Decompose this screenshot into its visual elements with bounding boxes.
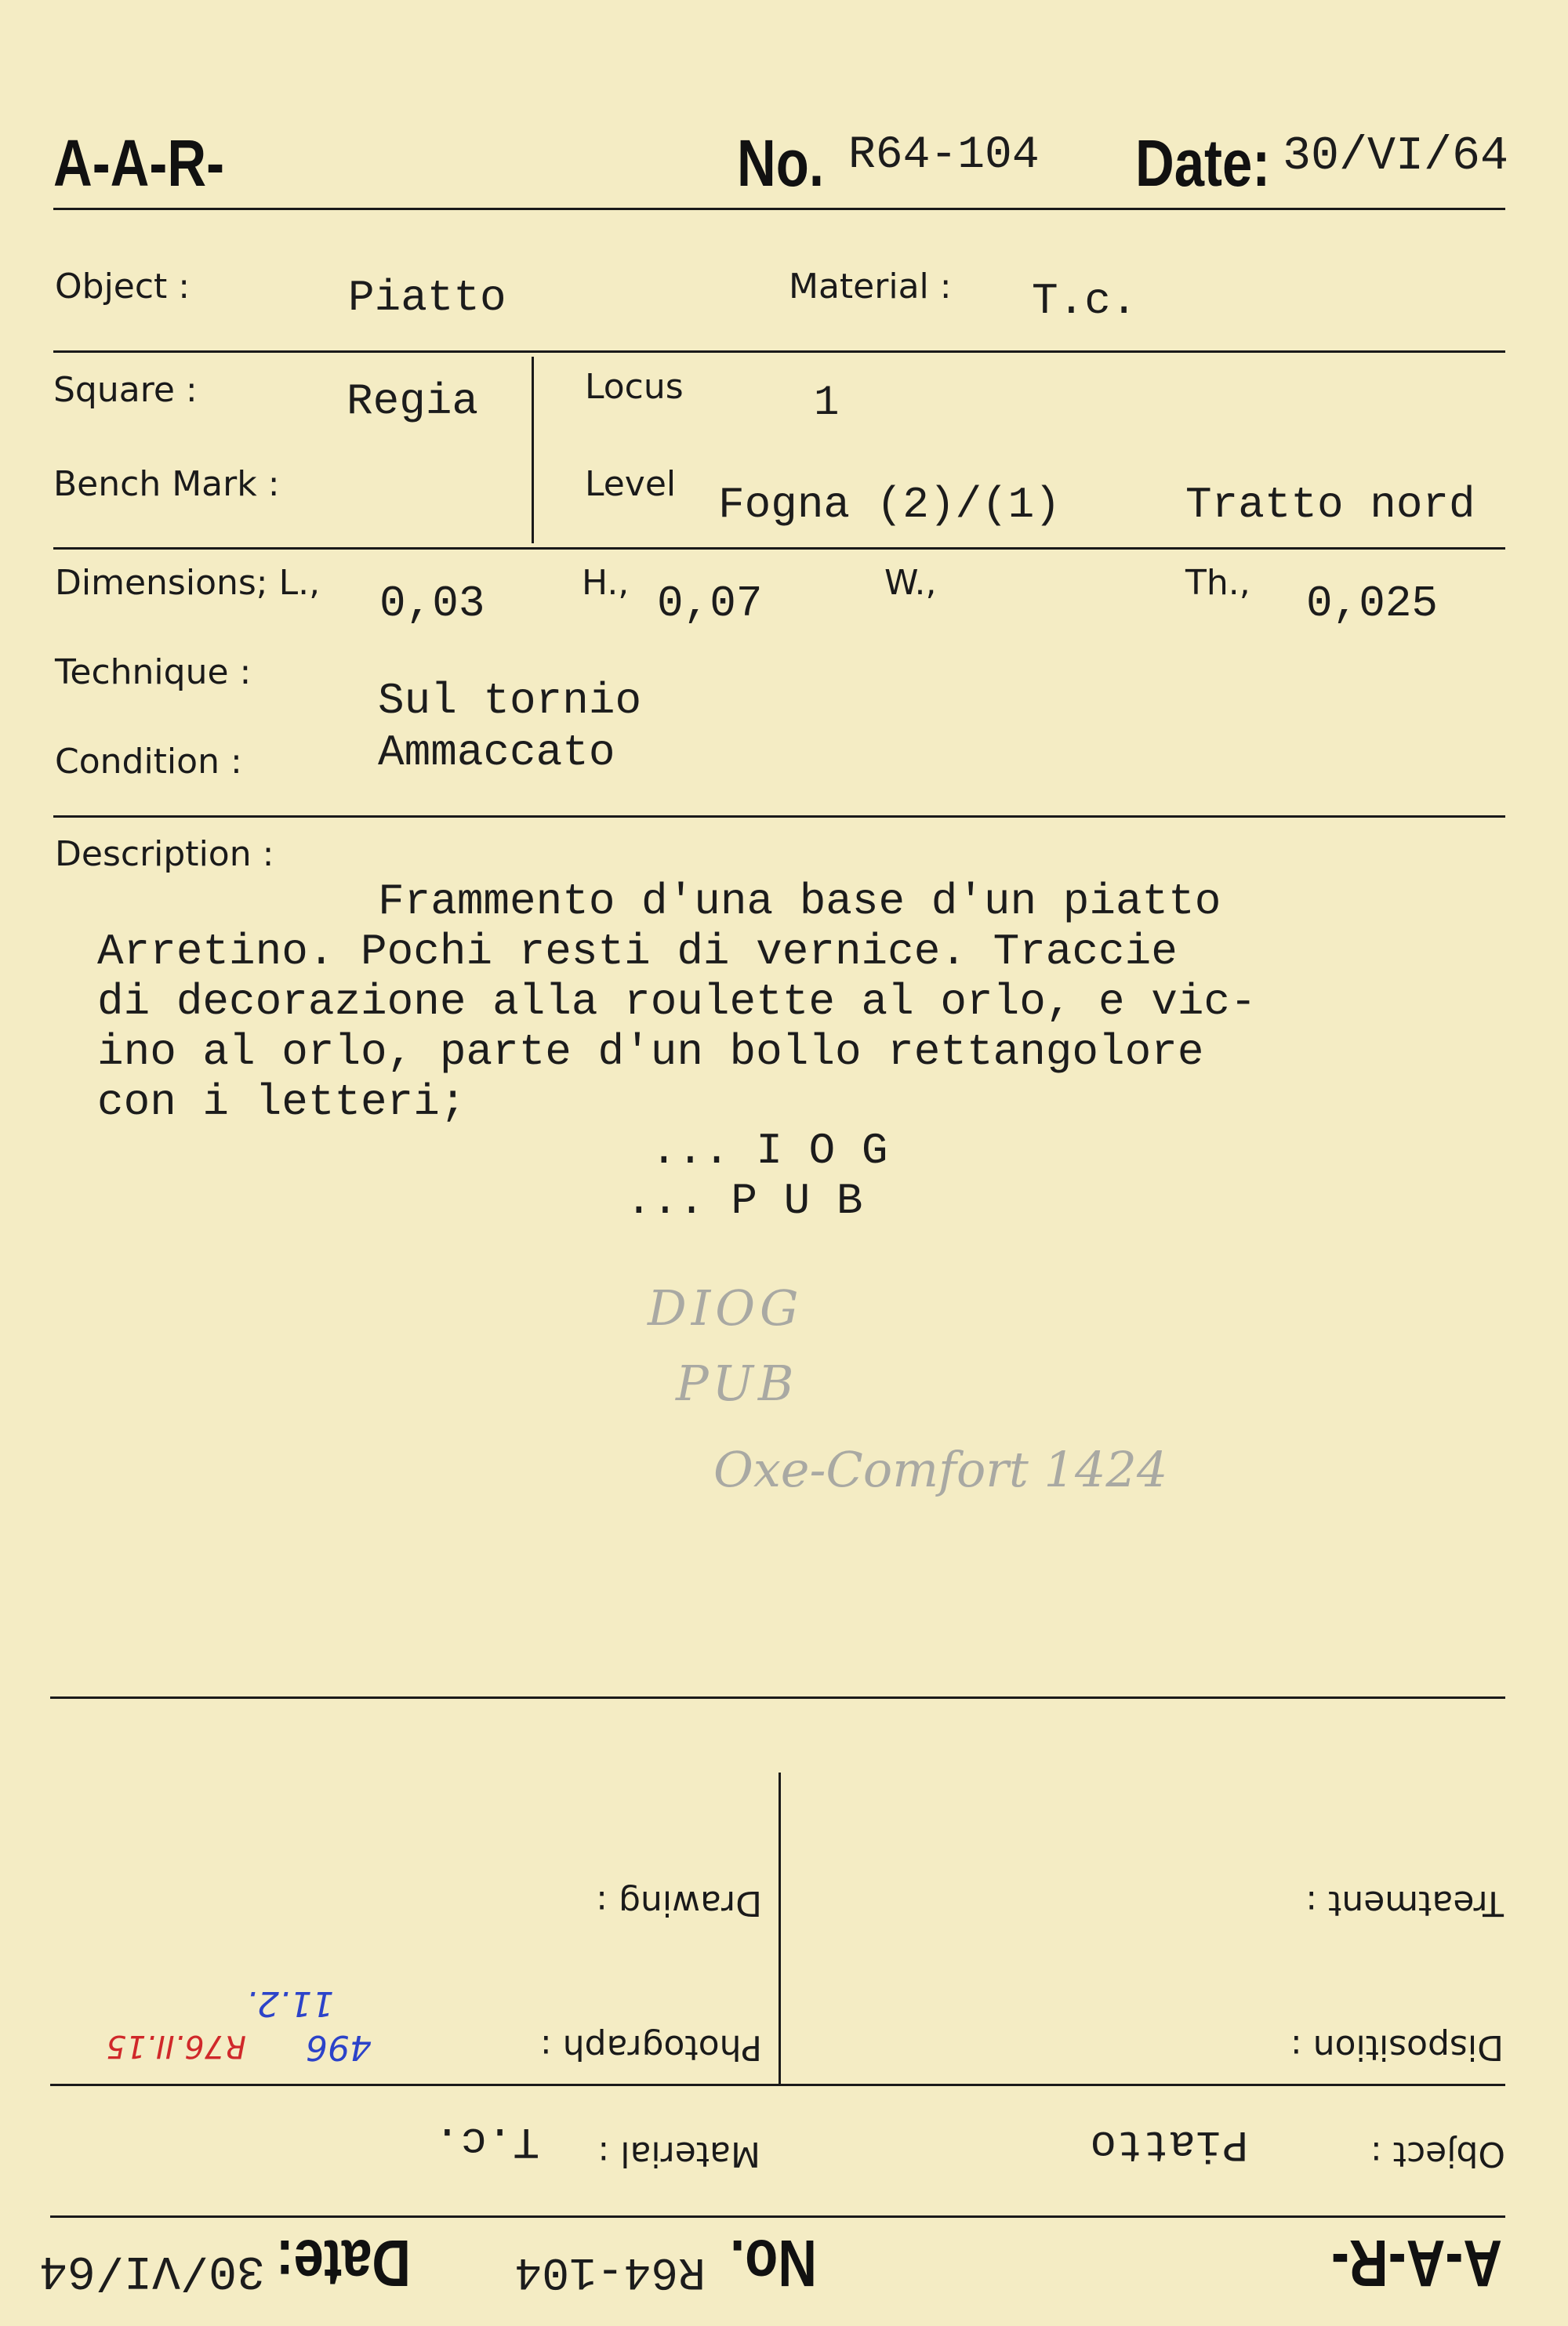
description-line-5: con i letteri; (97, 1077, 466, 1127)
bottom-divider-vertical (779, 1773, 781, 2086)
level-value: Fogna (2)/(1) (718, 480, 1061, 530)
divider-square (53, 547, 1505, 550)
level-label: Level (585, 464, 677, 504)
treatment-label: Treatment : (1305, 1883, 1504, 1923)
date-value: 30/VI/64 (1283, 130, 1509, 183)
bottom-material-label: Material : (597, 2134, 760, 2174)
object-label: Object : (55, 267, 191, 307)
inverted-section (0, 1638, 1568, 2326)
length-value: 0,03 (379, 579, 485, 629)
square-value: Regia (347, 376, 479, 426)
bottom-object-label: Object : (1370, 2134, 1505, 2174)
height-label: H., (582, 563, 630, 603)
material-label: Material : (789, 267, 952, 307)
description-line-1: Frammento d'una base d'un piatto (378, 876, 1221, 927)
bottom-number-value: R64-104 (514, 2245, 706, 2296)
handwritten-stamp-line-1: DIOG (648, 1279, 804, 1337)
bottom-org-code: A-A-R- (1330, 2226, 1502, 2300)
bottom-divider-object (50, 2084, 1505, 2086)
divider-square-locus (532, 357, 534, 543)
photograph-label: Photograph : (539, 2027, 762, 2067)
description-line-2: Arretino. Pochi resti di vernice. Traccie (97, 927, 1178, 977)
drawing-label: Drawing : (596, 1883, 762, 1923)
dimensions-label: Dimensions; L., (55, 563, 321, 603)
stamp-line-1: ... I O G (651, 1126, 888, 1176)
divider-object (53, 350, 1505, 353)
bottom-date-label: Date: (275, 2226, 411, 2300)
thickness-value: 0,025 (1306, 579, 1439, 629)
condition-value: Ammaccato (378, 728, 615, 778)
divider-header (53, 208, 1505, 210)
bottom-object-value: Piatto (1090, 2119, 1248, 2169)
handwritten-stamp-line-2: PUB (676, 1355, 799, 1412)
locus-value: 1 (814, 379, 840, 427)
bottom-date-value: 30/VI/64 (38, 2243, 265, 2296)
disposition-label: Disposition : (1290, 2027, 1504, 2067)
description-line-4: ino al orlo, parte d'un bollo rettangolore (97, 1027, 1204, 1077)
description-line-3: di decorazione alla roulette al orlo, e vic- (97, 977, 1257, 1027)
locus-label: Locus (585, 367, 684, 407)
stamp-line-2: ... P U B (626, 1176, 863, 1226)
height-value: 0,07 (657, 579, 763, 629)
bottom-material-value: T.c. (434, 2116, 539, 2166)
square-label: Square : (53, 370, 198, 410)
material-value: T.c. (1032, 276, 1138, 326)
bottom-divider-header (50, 2215, 1505, 2218)
technique-value: Sul tornio (378, 676, 642, 726)
level-extra: Tratto nord (1185, 480, 1475, 530)
object-value: Piatto (348, 273, 506, 323)
number-value: R64-104 (848, 130, 1040, 181)
width-label: W., (884, 563, 937, 603)
photograph-value: 496 (306, 2027, 372, 2067)
date-label: Date: (1135, 126, 1271, 200)
divider-condition (53, 815, 1505, 818)
condition-label: Condition : (55, 742, 242, 782)
bench-mark-label: Bench Mark : (53, 464, 280, 504)
photograph-note-blue: 11.2. (246, 1983, 334, 2023)
technique-label: Technique : (55, 652, 252, 692)
org-code: A-A-R- (53, 126, 225, 200)
description-label: Description : (55, 834, 274, 874)
bottom-number-label: No. (730, 2226, 817, 2300)
thickness-label: Th., (1185, 563, 1250, 603)
photograph-note-red: R76.II.15 (106, 2028, 246, 2064)
number-label: No. (737, 126, 824, 200)
handwritten-reference: Oxe-Comfort 1424 (713, 1441, 1168, 1498)
